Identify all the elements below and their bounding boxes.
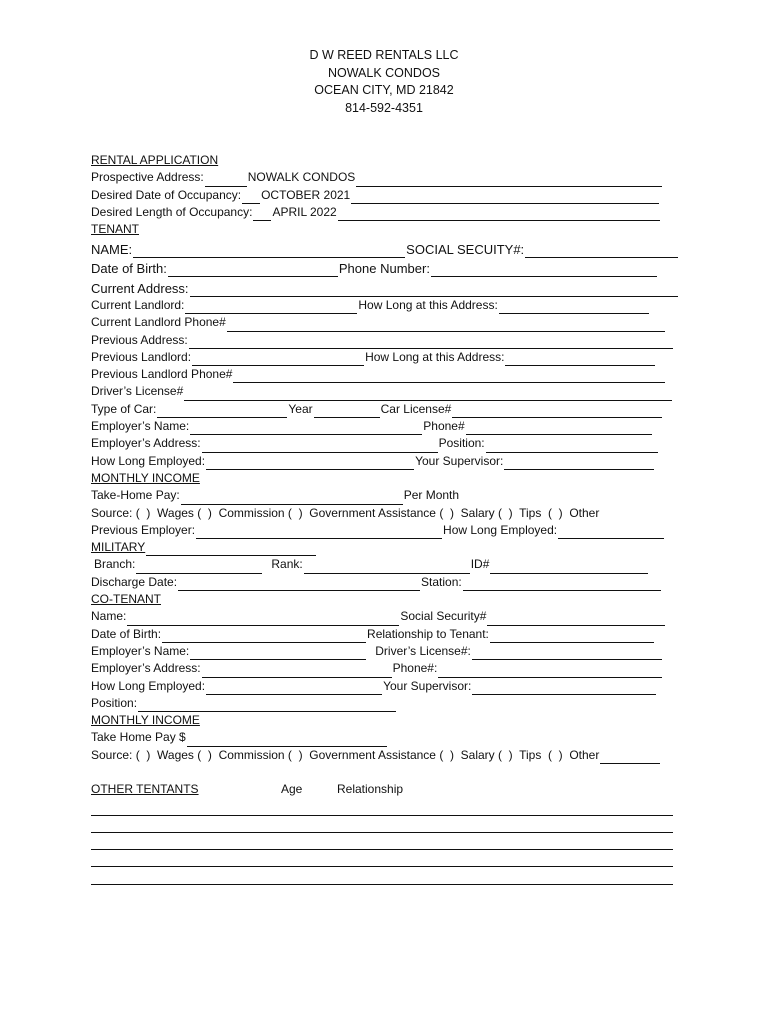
co-position-field[interactable] <box>138 700 396 712</box>
ssn-field[interactable] <box>525 246 678 258</box>
co-employers-name-field[interactable] <box>190 648 366 660</box>
ssn-label: SOCIAL SECUITY#: <box>406 241 525 257</box>
co-income-source-options[interactable]: Source: ( ) Wages ( ) Commission ( ) Government Assistance ( ) Salary ( ) Tips ( ) Other <box>91 747 600 762</box>
drivers-license-field[interactable] <box>184 389 672 401</box>
previous-landlord-field[interactable] <box>192 354 364 366</box>
co-monthly-income-heading-row <box>91 712 679 729</box>
previous-employer-row <box>91 522 679 539</box>
employer-phone-label: Phone# <box>423 419 465 434</box>
application-form <box>91 152 679 885</box>
city-state-zip: OCEAN CITY, MD 21842 <box>314 83 454 97</box>
employers-name-label: Employer’s Name: <box>91 419 190 434</box>
military-heading: MILITARY <box>91 540 146 555</box>
take-home-field[interactable] <box>181 493 403 505</box>
dob-field[interactable] <box>168 265 338 277</box>
station-label: Station: <box>421 574 462 589</box>
co-take-home-field[interactable] <box>187 735 387 747</box>
co-employers-name-label: Employer’s Name: <box>91 643 190 658</box>
military-heading-row <box>91 539 679 556</box>
discharge-row <box>91 574 679 591</box>
phone-number-label: Phone Number: <box>338 261 430 277</box>
co-dob-field[interactable] <box>162 631 366 643</box>
current-landlord-phone-row <box>91 314 679 331</box>
name-label: NAME: <box>91 241 133 257</box>
occupancy-date-value[interactable]: OCTOBER 2021 <box>261 187 351 202</box>
co-name-field[interactable] <box>127 614 399 626</box>
position-field[interactable] <box>486 441 658 453</box>
car-license-label: Car License# <box>380 401 452 416</box>
occupancy-date-label: Desired Date of Occupancy: <box>91 187 242 202</box>
co-drivers-license-field[interactable] <box>472 648 662 660</box>
co-phone-label: Phone#: <box>392 661 438 676</box>
monthly-income-heading-row <box>91 470 679 487</box>
previous-landlord-phone-row <box>91 366 679 383</box>
co-employers-address-label: Employer’s Address: <box>91 661 201 676</box>
how-long-address-field-2[interactable] <box>505 354 655 366</box>
discharge-date-field[interactable] <box>178 579 420 591</box>
co-drivers-license-label: Driver’s License#: <box>375 643 471 658</box>
current-address-field[interactable] <box>190 285 678 297</box>
co-ssn-field[interactable] <box>487 614 665 626</box>
previous-address-field[interactable] <box>189 337 673 349</box>
prospective-address-row <box>91 169 679 186</box>
tenant-heading-row <box>91 221 679 238</box>
take-home-label: Take-Home Pay: <box>91 488 180 503</box>
employers-name-field[interactable] <box>190 423 422 435</box>
other-tenant-line-5[interactable] <box>91 867 673 884</box>
co-how-long-row <box>91 678 679 695</box>
station-field[interactable] <box>463 579 661 591</box>
income-source-row <box>91 505 679 522</box>
previous-address-label: Previous Address: <box>91 332 188 347</box>
form-title-row <box>91 152 679 169</box>
prospective-address-value[interactable]: NOWALK CONDOS <box>247 170 356 185</box>
occupancy-length-row <box>91 204 679 221</box>
per-month-label: Per Month <box>403 488 460 503</box>
current-landlord-phone-field[interactable] <box>227 320 665 332</box>
current-landlord-field[interactable] <box>185 302 357 314</box>
co-position-label: Position: <box>91 695 138 710</box>
how-long-employed-field-2[interactable] <box>558 527 664 539</box>
co-how-long-field[interactable] <box>206 683 382 695</box>
co-supervisor-label: Your Supervisor: <box>383 678 472 693</box>
your-supervisor-label: Your Supervisor: <box>415 453 504 468</box>
co-income-source-row <box>91 747 679 764</box>
occupancy-length-value[interactable]: APRIL 2022 <box>272 204 337 219</box>
drivers-license-row <box>91 383 679 400</box>
branch-field[interactable] <box>136 562 262 574</box>
co-name-label: Name: <box>91 609 127 624</box>
previous-employer-label: Previous Employer: <box>91 522 196 537</box>
how-long-employed-row <box>91 453 679 470</box>
co-employers-name-row <box>91 643 679 660</box>
co-dob-label: Date of Birth: <box>91 626 162 641</box>
co-employers-address-field[interactable] <box>202 666 392 678</box>
monthly-income-heading: MONTHLY INCOME <box>91 470 200 485</box>
year-field[interactable] <box>314 406 380 418</box>
employers-address-field[interactable] <box>202 441 438 453</box>
occupancy-date-row <box>91 187 679 204</box>
other-tenant-line-3[interactable] <box>91 833 673 850</box>
relationship-label: Relationship to Tenant: <box>367 626 489 641</box>
co-take-home-row <box>91 729 679 746</box>
rank-field[interactable] <box>304 562 470 574</box>
form-title: RENTAL APPLICATION <box>91 153 219 167</box>
your-supervisor-field[interactable] <box>504 458 654 470</box>
type-of-car-label: Type of Car: <box>91 401 157 416</box>
cotenant-heading-row <box>91 591 679 608</box>
military-id-label: ID# <box>470 557 490 572</box>
military-field[interactable] <box>146 544 316 556</box>
co-take-home-label: Take Home Pay $ <box>91 730 186 745</box>
previous-employer-field[interactable] <box>196 527 442 539</box>
co-phone-field[interactable] <box>438 666 662 678</box>
position-label: Position: <box>438 436 485 451</box>
dob-row <box>91 258 679 278</box>
car-license-field[interactable] <box>452 406 662 418</box>
rank-label: Rank: <box>271 557 303 572</box>
other-tenants-heading: OTHER TENTANTS <box>91 782 199 796</box>
other-tenants-heading-row <box>91 781 679 798</box>
prospective-address-label: Prospective Address: <box>91 170 204 185</box>
relationship-field[interactable] <box>490 631 654 643</box>
year-label: Year <box>288 401 313 416</box>
how-long-address-label: How Long at this Address: <box>358 297 498 312</box>
previous-address-row <box>91 332 679 349</box>
drivers-license-label: Driver’s License# <box>91 384 184 399</box>
property-name: NOWALK CONDOS <box>327 65 441 80</box>
military-id-field[interactable] <box>490 562 648 574</box>
co-other-field[interactable] <box>600 752 660 764</box>
current-landlord-label: Current Landlord: <box>91 297 185 312</box>
tenant-heading: TENANT <box>91 222 139 237</box>
how-long-address-field[interactable] <box>499 302 649 314</box>
branch-label: Branch: <box>94 557 136 572</box>
letterhead <box>0 47 768 117</box>
previous-landlord-phone-label: Previous Landlord Phone# <box>91 367 233 382</box>
previous-landlord-label: Previous Landlord: <box>91 349 192 364</box>
current-landlord-phone-label: Current Landlord Phone# <box>91 315 226 330</box>
co-name-row <box>91 608 679 625</box>
employers-address-label: Employer’s Address: <box>91 436 201 451</box>
co-position-row <box>91 695 679 712</box>
prospective-address-field[interactable] <box>356 175 662 187</box>
income-source-options[interactable]: Source: ( ) Wages ( ) Commission ( ) Government Assistance ( ) Salary ( ) Tips ( ) Other <box>91 505 600 520</box>
other-tenant-line-2[interactable] <box>91 816 673 833</box>
co-employers-address-row <box>91 660 679 677</box>
take-home-row <box>91 487 679 504</box>
current-address-row <box>91 277 679 297</box>
cotenant-heading: CO-TENANT <box>91 592 161 607</box>
phone-number-field[interactable] <box>431 265 657 277</box>
age-column-label: Age <box>281 782 303 796</box>
name-field[interactable] <box>133 246 405 258</box>
co-monthly-income-heading: MONTHLY INCOME <box>91 713 200 728</box>
co-ssn-label: Social Security# <box>400 609 487 624</box>
previous-landlord-row <box>91 349 679 366</box>
current-landlord-row <box>91 297 679 314</box>
name-row <box>91 238 679 258</box>
car-row <box>91 401 679 418</box>
current-address-label: Current Address: <box>91 280 189 296</box>
company-phone: 814-592-4351 <box>345 100 423 115</box>
occupancy-length-label: Desired Length of Occupancy: <box>91 204 253 219</box>
co-dob-row <box>91 626 679 643</box>
company-name: D W REED RENTALS LLC <box>309 48 459 62</box>
other-tenant-line-4[interactable] <box>91 850 673 867</box>
previous-landlord-phone-field[interactable] <box>233 371 665 383</box>
co-supervisor-field[interactable] <box>472 683 656 695</box>
employers-name-row <box>91 418 679 435</box>
how-long-employed-label-2: How Long Employed: <box>443 522 558 537</box>
branch-row <box>91 556 679 573</box>
relationship-column-label: Relationship <box>337 782 404 796</box>
employers-address-row <box>91 435 679 452</box>
dob-label: Date of Birth: <box>91 261 167 277</box>
discharge-date-label: Discharge Date: <box>91 574 178 589</box>
how-long-address-label-2: How Long at this Address: <box>365 349 505 364</box>
how-long-employed-field[interactable] <box>206 458 414 470</box>
employer-phone-field[interactable] <box>466 423 652 435</box>
how-long-employed-label: How Long Employed: <box>91 453 206 468</box>
occupancy-date-field[interactable] <box>351 192 659 204</box>
occupancy-length-field[interactable] <box>338 209 660 221</box>
other-tenant-line-1[interactable] <box>91 798 673 815</box>
type-of-car-field[interactable] <box>157 406 287 418</box>
co-how-long-label: How Long Employed: <box>91 678 206 693</box>
